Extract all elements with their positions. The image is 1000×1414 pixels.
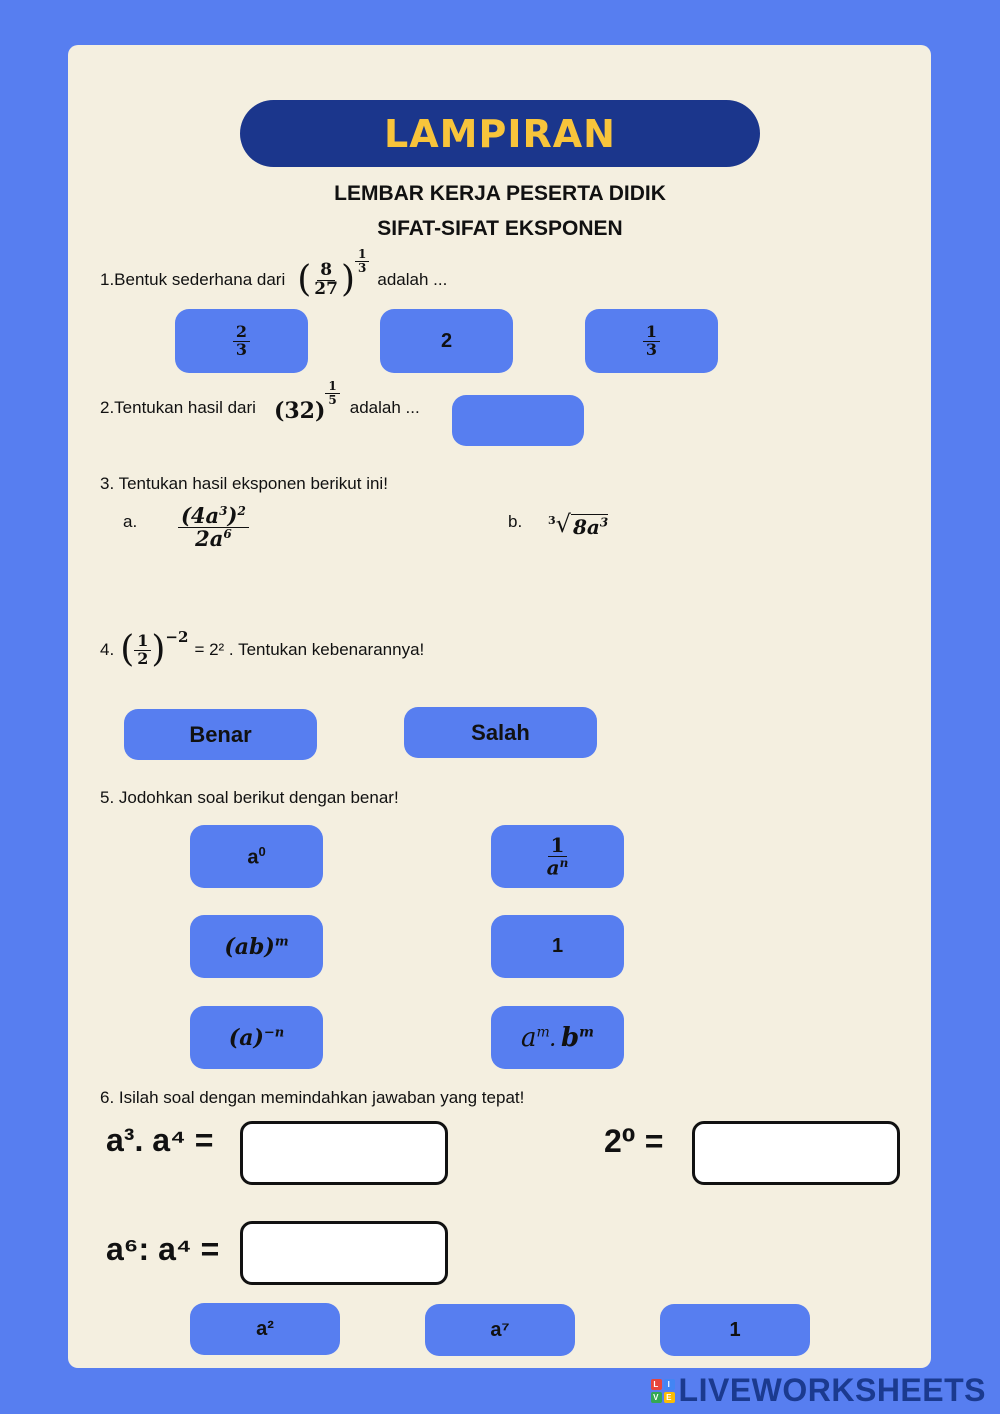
q1-option-two-thirds[interactable]: $\frac{2}{3}$ [175, 309, 308, 373]
q1-text: 1.Bentuk sederhana dari [100, 270, 286, 290]
eq1-drop-box[interactable] [240, 1121, 448, 1185]
choice-a-seventh[interactable]: a⁷ [425, 1304, 575, 1356]
logo-text: LIVEWORKSHEETS [678, 1372, 986, 1408]
q4-expression: ( $\frac{1}{2}$ ) −2 [120, 628, 189, 670]
subtitle-topic: SIFAT-SIFAT EKSPONEN [377, 217, 623, 240]
eq2-label: 2⁰ = [604, 1123, 664, 1159]
match-left-a-power-neg-n[interactable]: $(a)^{-n}$ [190, 1006, 323, 1069]
eq1-label: a³. a⁴ = [106, 1122, 214, 1158]
match-left-ab-power-m[interactable]: (ab)$^m$ [190, 915, 323, 978]
q2-expression: (32) $\frac{1}{5}$ [274, 392, 340, 424]
choice-a-squared[interactable]: a² [190, 1303, 340, 1355]
q3-part-a-label: a. [123, 512, 138, 531]
question-6: 6. Isilah soal dengan memindahkan jawaban yang tepat! [100, 1088, 525, 1107]
liveworksheets-logo[interactable] [651, 1372, 986, 1409]
eq3-label: a⁶: a⁴ = [106, 1231, 220, 1267]
question-1 [100, 247, 448, 301]
logo-letter: I [664, 1379, 675, 1390]
q2-text-after: adalah ... [349, 398, 420, 417]
logo-icon [651, 1379, 675, 1403]
q2-text: 2.Tentukan hasil dari [100, 398, 256, 417]
question-3: 3. Tentukan hasil eksponen berikut ini! [100, 474, 388, 493]
q1-option-two[interactable]: 2 [380, 309, 513, 373]
eq3-drop-box[interactable] [240, 1221, 448, 1285]
q4-number: 4. [100, 640, 115, 659]
question-5: 5. Jodohkan soal berikut dengan benar! [100, 788, 399, 807]
q3-part-a-expression: $\frac{(4a^3)^2}{2a^6}$ [178, 505, 249, 550]
true-button[interactable]: Benar [124, 709, 317, 760]
choice-one[interactable]: 1 [660, 1304, 810, 1356]
false-button[interactable]: Salah [404, 707, 597, 758]
question-2 [100, 379, 420, 424]
q3-part-b-expression: 3 √ $8a^3$ [548, 510, 609, 539]
match-right-am-bm[interactable]: $a^m$. $b^m$ [491, 1006, 624, 1069]
q4-text: = 2² . Tentukan kebenarannya! [194, 640, 425, 659]
banner-title: LAMPIRAN [384, 111, 616, 156]
logo-letter: L [651, 1379, 662, 1390]
q1-option-one-third[interactable]: $\frac{1}{3}$ [585, 309, 718, 373]
question-4 [100, 628, 425, 670]
logo-letter: V [651, 1392, 662, 1403]
q3-part-b-label: b. [508, 512, 523, 531]
logo-letter: E [664, 1392, 675, 1403]
title-banner [240, 100, 760, 167]
match-right-one[interactable]: 1 [491, 915, 624, 978]
q1-expression: ( $\frac{8}{27}$ ) $\frac{1}{3}$ [297, 262, 369, 299]
q2-answer-field[interactable] [452, 395, 584, 446]
subtitle-worksheet: LEMBAR KERJA PESERTA DIDIK [334, 182, 666, 205]
q1-text-after: adalah ... [377, 270, 448, 290]
match-left-a-zero[interactable]: $a^0$ [190, 825, 323, 888]
eq2-drop-box[interactable] [692, 1121, 900, 1185]
match-right-one-over-a-n[interactable]: $\frac{1}{a^n}$ [491, 825, 624, 888]
